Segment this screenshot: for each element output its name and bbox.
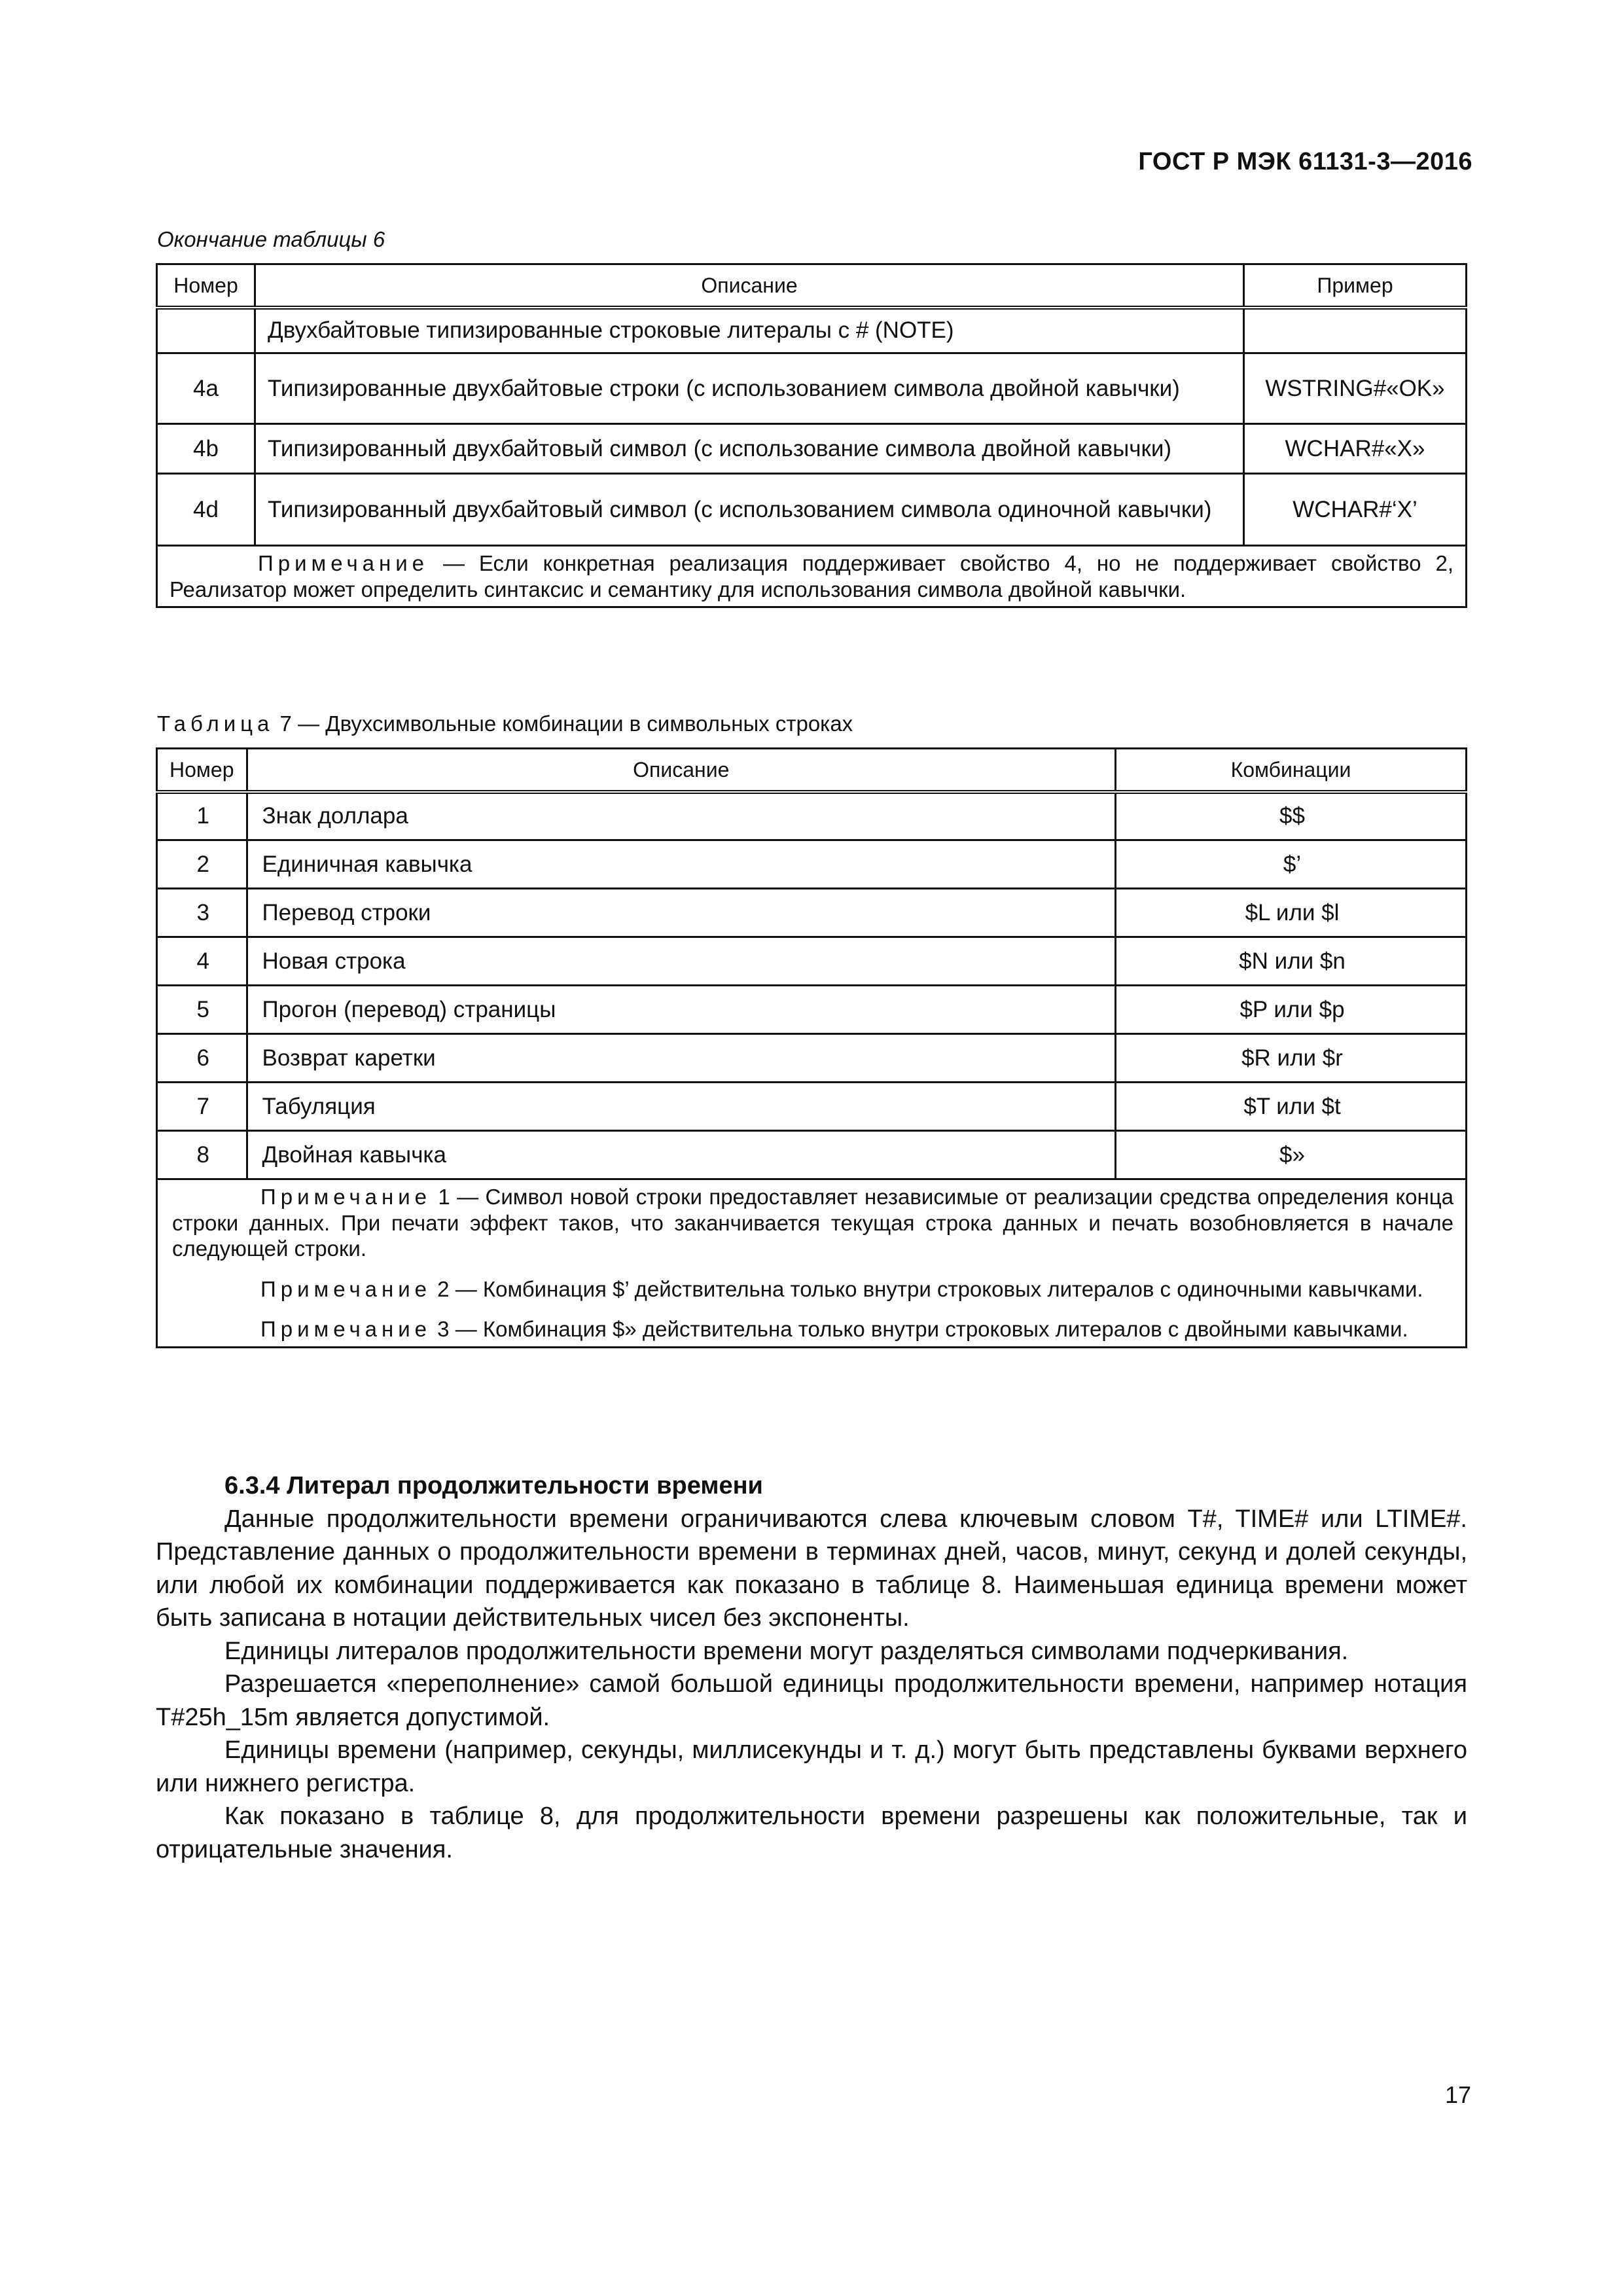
table-row (157, 889, 1467, 937)
table7-header-number: Номер (157, 749, 247, 792)
page-number: 17 (1444, 2081, 1471, 2108)
table-row (157, 424, 1467, 474)
table-row (157, 792, 1467, 840)
table-row (157, 1034, 1467, 1083)
row-combination: $’ (1116, 840, 1467, 889)
table6-header-description: Описание (255, 264, 1244, 308)
section-heading: 6.3.4 Литерал продолжительности времени (224, 1472, 763, 1499)
row-combination: $$ (1116, 792, 1467, 840)
row-number: 6 (157, 1034, 247, 1083)
row-number: 8 (157, 1131, 247, 1179)
table7-header-row (157, 749, 1467, 792)
table7-notes (157, 1179, 1467, 1348)
row-description: Прогон (перевод) страницы (247, 986, 1116, 1034)
row-combination: $N или $n (1116, 937, 1467, 986)
note-paragraph (169, 550, 1454, 602)
row-number: 1 (157, 792, 247, 840)
row-description: Двухбайтовые типизированные строковые литералы с # (NOTE) (255, 308, 1244, 353)
row-example: WSTRING#«OK» (1244, 353, 1467, 424)
row-example: WCHAR#‘X’ (1244, 474, 1467, 546)
table6-caption: Окончание таблицы 6 (157, 227, 385, 251)
table-row (157, 1083, 1467, 1131)
note-paragraph (172, 1276, 1454, 1302)
note-text: 1 — Символ новой строки предоставляет независимые от реализации средства определения конца строки данных. При печати эффект таков, что заканчивается текущая строка данных и печать возобновляется в начале следующей строки. (172, 1185, 1454, 1261)
note-paragraph (172, 1316, 1454, 1342)
table-6 (156, 263, 1467, 608)
table-row (157, 1131, 1467, 1179)
table7-notes-row (157, 1179, 1467, 1348)
section-6-3-4 (156, 1469, 1467, 1866)
table-7 (156, 747, 1467, 1348)
row-number: 4 (157, 937, 247, 986)
section-paragraph: Единицы литералов продолжительности времени могут разделяться символами подчеркивания. (224, 1637, 1349, 1665)
table7-header-combination: Комбинации (1116, 749, 1467, 792)
section-paragraph: Разрешается «переполнение» самой большой единицы продолжительности времени, например нотация T#25h_15m является допустимой. (156, 1670, 1467, 1731)
row-example (1244, 308, 1467, 353)
section-paragraph: Как показано в таблице 8, для продолжительности времени разрешены как положительные, так и отрицательные значения. (156, 1803, 1467, 1863)
table7-caption-label: Таблица (157, 711, 274, 736)
row-description: Типизированные двухбайтовые строки (с использованием символа двойной кавычки) (255, 353, 1244, 424)
table-row (157, 840, 1467, 889)
section-paragraph: Единицы времени (например, секунды, миллисекунды и т. д.) могут быть представлены буквами верхнего или нижнего регистра. (156, 1736, 1467, 1797)
row-description: Знак доллара (247, 792, 1116, 840)
row-combination: $L или $l (1116, 889, 1467, 937)
section-paragraph: Данные продолжительности времени ограничиваются слева ключевым словом T#, TIME# или LTIME#. Представление данных о продолжительности времени в терминах дней, часов, минут, секунд и долей секунды, или любой их комбинации поддерживается как показано в таблице 8. Наименьшая единица времени может быть записана в нотации действительных чисел без экспоненты. (156, 1505, 1467, 1632)
table7-header-description: Описание (247, 749, 1116, 792)
note-label: Примечание (260, 1317, 432, 1342)
row-number: 7 (157, 1083, 247, 1131)
row-description: Двойная кавычка (247, 1131, 1116, 1179)
table6-header-example: Пример (1244, 264, 1467, 308)
row-combination: $T или $t (1116, 1083, 1467, 1131)
row-number: 2 (157, 840, 247, 889)
note-label: Примечание (260, 1276, 432, 1301)
note-text: 2 — Комбинация $’ действительна только внутри строковых литералов с одиночными кавычками. (431, 1276, 1423, 1301)
row-combination: $P или $p (1116, 986, 1467, 1034)
note-text: — Если конкретная реализация поддерживает свойство 4, но не поддерживает свойство 2, Реализатор может определить синтаксис и семантику для использования символа двойной кавычки. (169, 551, 1454, 601)
table-row (157, 353, 1467, 424)
row-description: Типизированный двухбайтовый символ (с использование символа двойной кавычки) (255, 424, 1244, 474)
row-description: Табуляция (247, 1083, 1116, 1131)
table-row (157, 474, 1467, 546)
table6-header-number: Номер (157, 264, 255, 308)
table6-note-row (157, 546, 1467, 607)
row-combination: $R или $r (1116, 1034, 1467, 1083)
table7-caption-text: 7 — Двухсимвольные комбинации в символьных строках (274, 711, 853, 736)
note-label: Примечание (258, 551, 429, 575)
note-text: 3 — Комбинация $» действительна только внутри строковых литералов с двойными кавычками. (431, 1317, 1408, 1342)
table-row (157, 986, 1467, 1034)
row-description: Возврат каретки (247, 1034, 1116, 1083)
row-number: 5 (157, 986, 247, 1034)
row-number: 4a (157, 353, 255, 424)
row-number (157, 308, 255, 353)
note-paragraph (172, 1184, 1454, 1262)
row-description: Новая строка (247, 937, 1116, 986)
row-combination: $» (1116, 1131, 1467, 1179)
row-description: Перевод строки (247, 889, 1116, 937)
row-number: 4b (157, 424, 255, 474)
row-example: WCHAR#«X» (1244, 424, 1467, 474)
table7-caption (157, 711, 853, 736)
row-number: 3 (157, 889, 247, 937)
table-row (157, 308, 1467, 353)
table6-note (157, 546, 1467, 607)
document-id: ГОСТ Р МЭК 61131-3—2016 (1138, 148, 1472, 175)
table-row (157, 937, 1467, 986)
row-description: Единичная кавычка (247, 840, 1116, 889)
table6-header-row (157, 264, 1467, 308)
row-description: Типизированный двухбайтовый символ (с использованием символа одиночной кавычки) (255, 474, 1244, 546)
note-label: Примечание (260, 1185, 432, 1209)
row-number: 4d (157, 474, 255, 546)
